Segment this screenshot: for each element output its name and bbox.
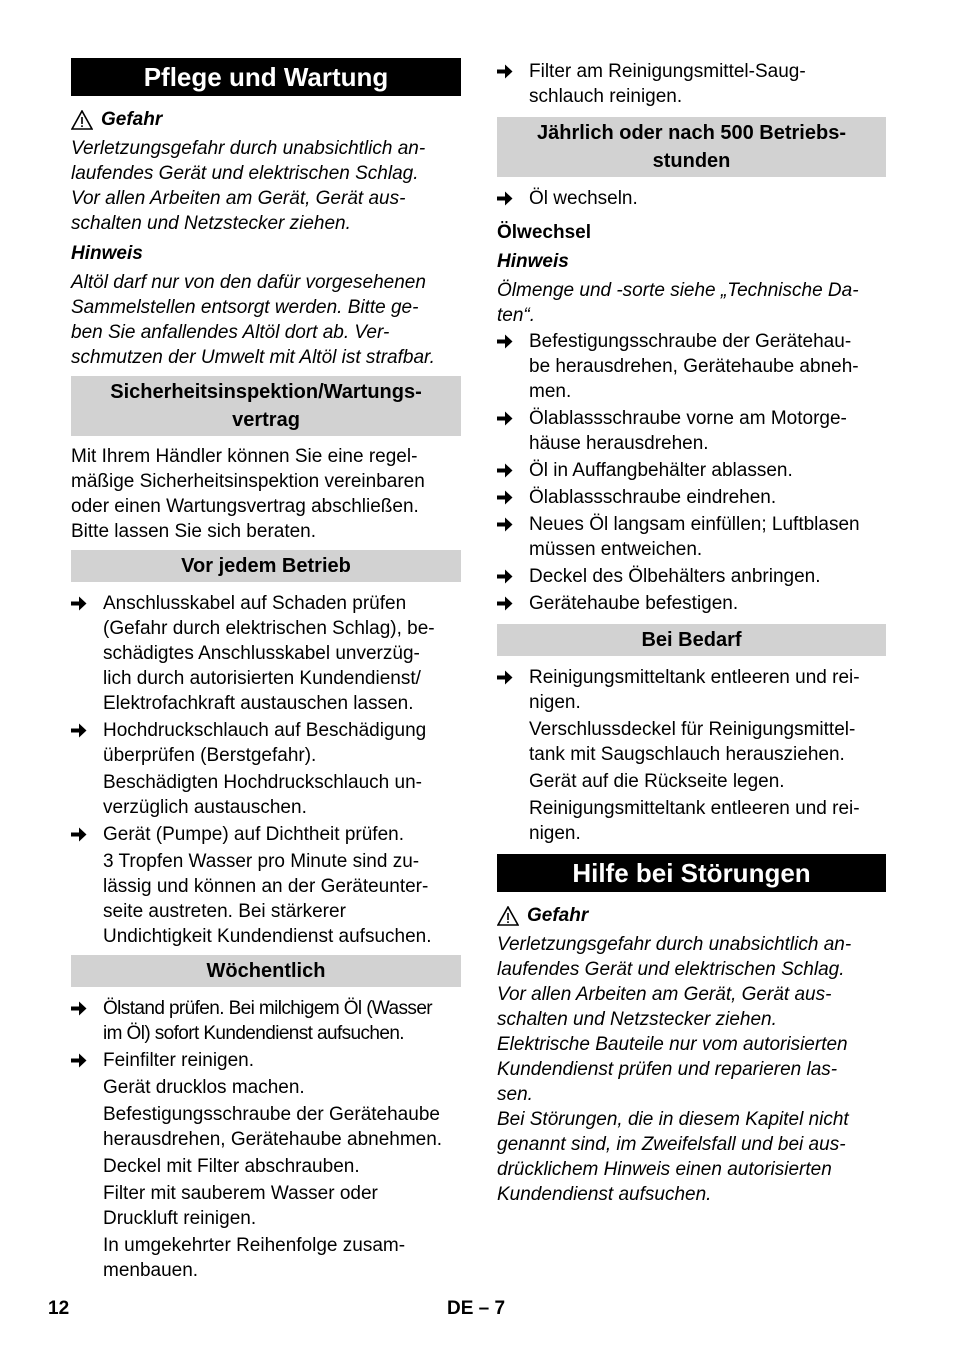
text-line: Sammelstellen entsorgt werden. Bitte ge- (71, 297, 419, 318)
step-subtext (497, 796, 886, 846)
arrow-right-icon (497, 406, 529, 456)
text-line: tank mit Saugschlauch herausziehen. (529, 744, 845, 765)
text-line: schalten und Netzstecker ziehen. (497, 1009, 777, 1030)
text-line: seite austreten. Bei stärkerer (103, 901, 346, 922)
text-line: Reinigungsmitteltank entleeren und rei- (529, 798, 860, 819)
section-heading-weekly: Wöchentlich (71, 955, 461, 987)
step-subtext (497, 769, 886, 794)
text-line: 3 Tropfen Wasser pro Minute sind zu- (103, 851, 420, 872)
text-line: im Öl) sofort Kundendienst aufsuchen. (103, 1023, 404, 1044)
section-heading-before-operation: Vor jedem Betrieb (71, 550, 461, 582)
text-line: Kundendienst aufsuchen. (497, 1184, 712, 1205)
page-number: 12 (48, 1298, 70, 1319)
note-text (71, 270, 461, 370)
right-column (497, 59, 886, 1207)
text-line: Gerätehaube befestigen. (529, 593, 739, 614)
step-item (497, 458, 886, 483)
arrow-right-icon (497, 458, 529, 483)
arrow-right-icon (497, 564, 529, 589)
text-line: Anschlusskabel auf Schaden prüfen (103, 593, 407, 614)
text-line: schmutzen der Umwelt mit Altöl ist strafbar. (71, 347, 435, 368)
left-column (71, 58, 461, 1283)
text-line: Filter am Reinigungsmittel-Saug- (529, 61, 806, 82)
warning-triangle-icon (71, 110, 93, 130)
arrow-right-icon (71, 591, 103, 716)
section-heading-yearly (497, 117, 886, 177)
text-line: menbauen. (103, 1260, 199, 1281)
step-item (497, 564, 886, 589)
text-line: Kundendienst prüfen und reparieren las- (497, 1059, 838, 1080)
step-item (497, 59, 886, 109)
text-line: Öl in Auffangbehälter ablassen. (529, 460, 793, 481)
language-page-label: DE – 7 (447, 1298, 506, 1319)
text-line: Ölablassschraube eindrehen. (529, 487, 777, 508)
text-line: Filter mit sauberem Wasser oder (103, 1183, 378, 1204)
step-subtext (71, 1154, 461, 1179)
step-subtext (497, 717, 886, 767)
text-line: Undichtigkeit Kundendienst aufsuchen. (103, 926, 432, 947)
text-line: oder einen Wartungsvertrag abschließen. (71, 496, 419, 517)
danger-text (497, 932, 886, 1207)
text-line: (Gefahr durch elektrischen Schlag), be- (103, 618, 435, 639)
text-line: herausdrehen, Gerätehaube abnehmen. (103, 1129, 443, 1150)
arrow-right-icon (497, 59, 529, 109)
step-item (497, 665, 886, 715)
safety-inspection-text (71, 444, 461, 544)
step-item (497, 591, 886, 616)
text-line: Bitte lassen Sie sich beraten. (71, 521, 317, 542)
note-title: Hinweis (497, 251, 569, 272)
arrow-right-icon (71, 822, 103, 847)
step-subtext (71, 770, 461, 820)
step-subtext (71, 1233, 461, 1283)
text-line: drücklichem Hinweis einen autorisierten (497, 1159, 832, 1180)
step-item (497, 512, 886, 562)
chapter-title-maintenance: Pflege und Wartung (71, 58, 461, 96)
text-line: Elektrofachkraft austauschen lassen. (103, 693, 414, 714)
heading-line: Jährlich oder nach 500 Betriebs- (536, 122, 846, 144)
text-line: Ölablassschraube vorne am Motorge- (529, 408, 847, 429)
text-line: Gerät auf die Rückseite legen. (529, 771, 785, 792)
step-item (71, 718, 461, 768)
text-line: laufendes Gerät und elektrischen Schlag. (497, 959, 845, 980)
arrow-right-icon (497, 591, 529, 616)
text-line: Bei Störungen, die in diesem Kapitel nicht (497, 1109, 849, 1130)
text-line: Deckel des Ölbehälters anbringen. (529, 566, 821, 587)
text-line: Verschlussdeckel für Reinigungsmittel- (529, 719, 856, 740)
danger-heading (497, 903, 886, 928)
text-line: In umgekehrter Reihenfolge zusam- (103, 1235, 406, 1256)
step-subtext (71, 1102, 461, 1152)
text-line: Elektrische Bauteile nur vom autorisierten (497, 1034, 848, 1055)
text-line: ten“. (497, 305, 536, 326)
text-line: Vor allen Arbeiten am Gerät, Gerät aus- (71, 188, 406, 209)
danger-title: Gefahr (101, 109, 163, 130)
text-line: Verletzungsgefahr durch unabsichtlich an- (497, 934, 852, 955)
heading-line: vertrag (232, 409, 300, 431)
text-line: Reinigungsmitteltank entleeren und rei- (529, 667, 860, 688)
text-line: Deckel mit Filter abschrauben. (103, 1156, 360, 1177)
text-line: lich durch autorisierten Kundendienst/ (103, 668, 421, 689)
text-line: verzüglich austauschen. (103, 797, 307, 818)
text-line: Befestigungsschraube der Gerätehau- (529, 331, 852, 352)
text-line: Befestigungsschraube der Gerätehaube (103, 1104, 440, 1125)
arrow-right-icon (497, 512, 529, 562)
arrow-right-icon (497, 485, 529, 510)
arrow-right-icon (497, 329, 529, 404)
step-item (71, 822, 461, 847)
note-title: Hinweis (71, 243, 143, 264)
step-item (497, 186, 886, 211)
step-item (497, 485, 886, 510)
text-line: Ölstand prüfen. Bei milchigem Öl (Wasser (103, 998, 433, 1019)
arrow-right-icon (497, 665, 529, 715)
text-line: Öl wechseln. (529, 188, 638, 209)
note-text (497, 278, 886, 328)
step-item (71, 591, 461, 716)
arrow-right-icon (71, 718, 103, 768)
text-line: be herausdrehen, Gerätehaube abneh- (529, 356, 859, 377)
step-item (497, 329, 886, 404)
step-subtext (71, 849, 461, 949)
text-line: sen. (497, 1084, 533, 1105)
text-line: Feinfilter reinigen. (103, 1050, 255, 1071)
text-line: mäßige Sicherheitsinspektion vereinbaren (71, 471, 425, 492)
text-line: schädigtes Anschlusskabel unverzüg- (103, 643, 420, 664)
step-item (497, 406, 886, 456)
heading-line: stunden (652, 150, 731, 172)
section-heading-as-needed: Bei Bedarf (497, 624, 886, 656)
danger-title: Gefahr (527, 905, 589, 926)
arrow-right-icon (497, 186, 529, 211)
text-line: laufendes Gerät und elektrischen Schlag. (71, 163, 419, 184)
text-line: lässig und können an der Geräteunter- (103, 876, 429, 897)
text-line: Gerät drucklos machen. (103, 1077, 305, 1098)
text-line: Vor allen Arbeiten am Gerät, Gerät aus- (497, 984, 832, 1005)
step-item (71, 1048, 461, 1073)
danger-text (71, 136, 461, 236)
step-subtext (71, 1181, 461, 1231)
text-line: überprüfen (Berstgefahr). (103, 745, 317, 766)
danger-heading (71, 107, 461, 132)
text-line: Verletzungsgefahr durch unabsichtlich an- (71, 138, 426, 159)
step-subtext (71, 1075, 461, 1100)
text-line: Gerät (Pumpe) auf Dichtheit prüfen. (103, 824, 404, 845)
text-line: nigen. (529, 692, 581, 713)
text-line: genannt sind, im Zweifelsfall und bei aus- (497, 1134, 846, 1155)
text-line: müssen entweichen. (529, 539, 703, 560)
arrow-right-icon (71, 1048, 103, 1073)
text-line: Mit Ihrem Händler können Sie eine regel- (71, 446, 418, 467)
text-line: häuse herausdrehen. (529, 433, 709, 454)
section-heading-safety-inspection (71, 376, 461, 436)
oil-change-heading: Ölwechsel (497, 222, 591, 243)
warning-triangle-icon (497, 906, 519, 926)
text-line: Ölmenge und -sorte siehe „Technische Da- (497, 280, 859, 301)
heading-line: Sicherheitsinspektion/Wartungs- (110, 381, 422, 403)
chapter-title-troubleshooting: Hilfe bei Störungen (497, 854, 886, 892)
step-item (71, 996, 461, 1046)
text-line: Neues Öl langsam einfüllen; Luftblasen (529, 514, 860, 535)
text-line: Druckluft reinigen. (103, 1208, 257, 1229)
text-line: nigen. (529, 823, 581, 844)
arrow-right-icon (71, 996, 103, 1046)
text-line: ben Sie anfallendes Altöl dort ab. Ver- (71, 322, 390, 343)
text-line: Hochdruckschlauch auf Beschädigung (103, 720, 427, 741)
text-line: schlauch reinigen. (529, 86, 683, 107)
text-line: men. (529, 381, 572, 402)
text-line: Beschädigten Hochdruckschlauch un- (103, 772, 422, 793)
text-line: schalten und Netzstecker ziehen. (71, 213, 351, 234)
text-line: Altöl darf nur von den dafür vorgesehenen (71, 272, 426, 293)
